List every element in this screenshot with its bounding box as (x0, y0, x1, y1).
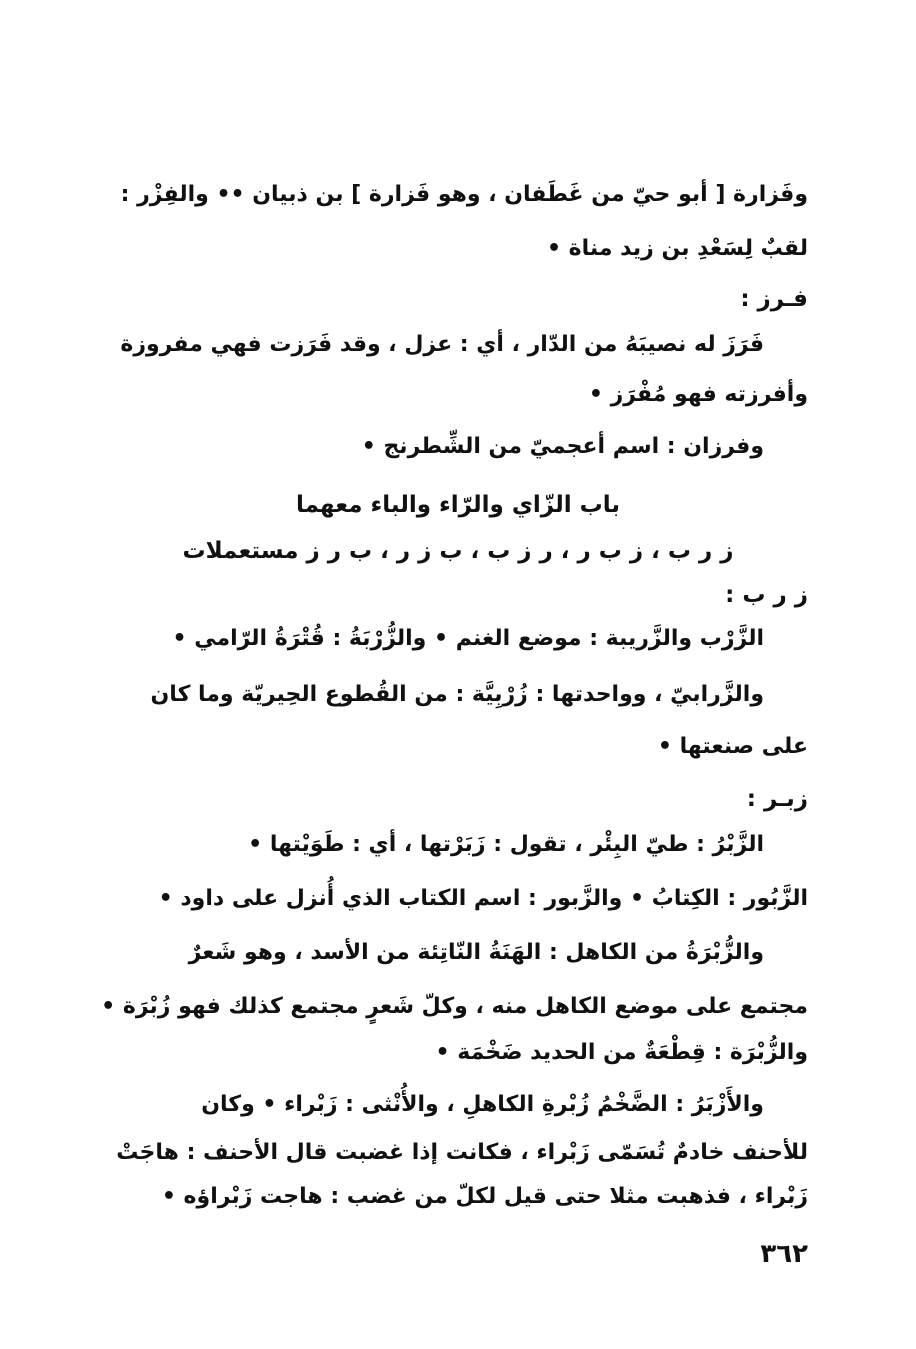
text-line-10: الزَّرْب والزَّريبة : موضع الغنم • والزُّرْبَةُ : قُتْرَةُ الرّامي • (172, 626, 764, 651)
text-line-12: على صنعتها • (657, 734, 808, 759)
chapter-title: باب الزّاي والرّاء والباء معهما (295, 492, 621, 518)
text-line-15: الزَّبُور : الكِتابُ • والزَّبور : اسم الكتاب الذي أُنزل على داود • (158, 886, 808, 911)
page-number: ٣٦٢ (760, 1239, 808, 1269)
text-line-18: والزُّبْرَة : قِطْعَةٌ من الحديد ضَخْمَة • (435, 1040, 808, 1065)
text-line-2: لقبٌ لِسَعْدِ بن زيد مناة • (546, 236, 808, 261)
text-line-1: وفَزارة [ أبو حيّ من غَطَفان ، وهو فَزارة ] بن ذبيان •• والفِزْر : (120, 182, 808, 207)
entry-heading-zrb: ز ر ب : (725, 582, 808, 608)
text-line-14: الزَّبْرُ : طيّ البِئْر ، تقول : زَبَرْتها ، أي : طَوَيْتها • (248, 832, 764, 857)
text-line-16: والزُّبْرَةُ من الكاهل : الهَنَةُ النّاتِئة من الأسد ، وهو شَعرٌ (188, 940, 764, 965)
entry-heading-frz: فـرز : (740, 286, 808, 312)
text-line-19: والأَزْبَرُ : الضَّخْمُ زُبْرةِ الكاهلِ ، والأُنْثى : زَبْراء • وكان (201, 1092, 764, 1117)
text-line-21: زَبْراء ، فذهبت مثلا حتى قيل لكلّ من غضب : هاجت زَبْراؤه • (161, 1184, 808, 1209)
text-line-6: وفرزان : اسم أعجميّ من الشِّطرنج • (361, 434, 764, 459)
text-line-5: وأفرزته فهو مُفْرَز • (588, 382, 808, 407)
text-line-11: والزَّرابيّ ، وواحدتها : زُرْبِيَّة : من القُطوع الحِيريّة وما كان (150, 682, 764, 707)
text-line-4: فَرَزَ له نصيبَهُ من الدّار ، أي : عزل ، وقد فَرَزت فهي مفروزة (120, 332, 764, 357)
entry-heading-zbr: زبـر : (746, 786, 808, 812)
text-line-20: للأحنف خادمٌ تُسَمّى زَبْراء ، فكانت إذا غضبت قال الأحنف : هاجَتْ (116, 1140, 808, 1165)
chapter-subtitle: ز ر ب ، ز ب ر ، ر ز ب ، ب ز ر ، ب ر ز مستعملات (182, 538, 734, 564)
text-line-17: مجتمع على موضع الكاهل منه ، وكلّ شَعرٍ مجتمع كذلك فهو زُبْرَة • (101, 994, 808, 1019)
